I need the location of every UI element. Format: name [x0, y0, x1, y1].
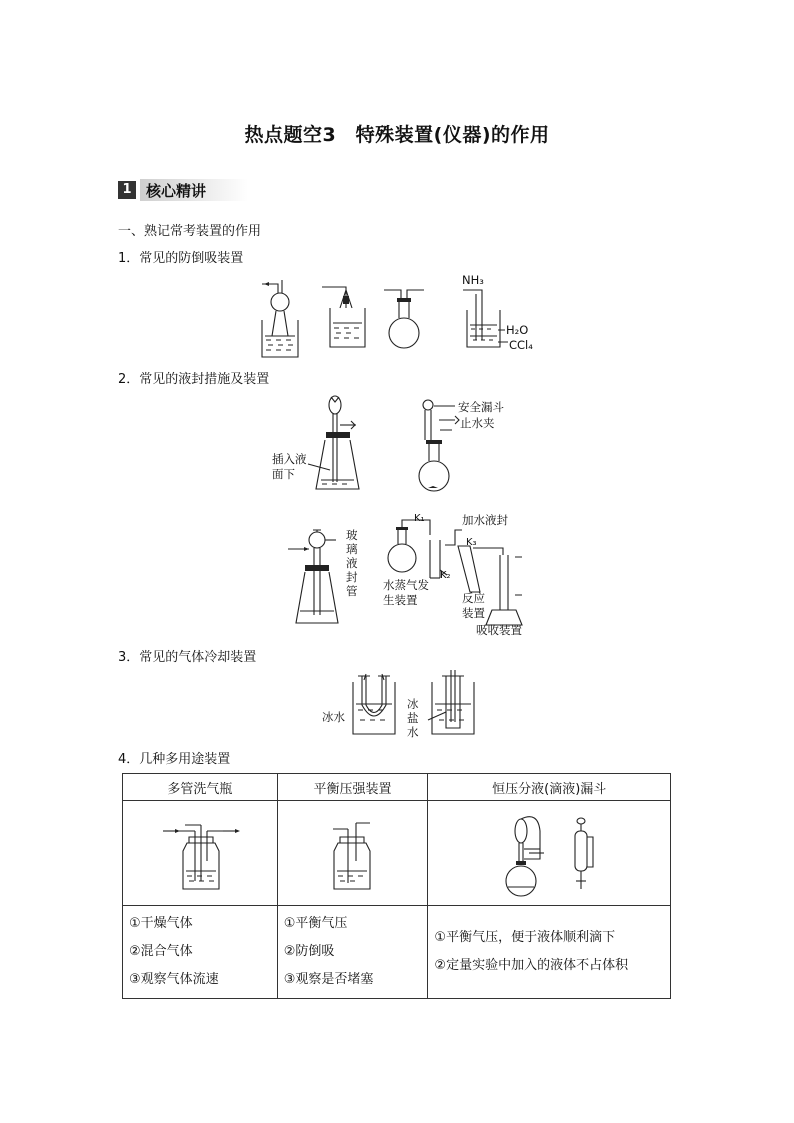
list-item: ①平衡气压，便于液体顺利滴下 [434, 930, 616, 945]
u-tube-ice-water-diagram [353, 674, 395, 734]
col1-uses [123, 906, 278, 999]
list-item: ①干燥气体 [129, 916, 193, 931]
label-safety-funnel: 安全漏斗 [458, 400, 504, 414]
label-h2o: H₂O [506, 323, 529, 337]
glass-seal-tube-diagram [288, 530, 338, 623]
label-glass-3: 液 [346, 556, 358, 570]
label-insert-1: 插入液 [272, 452, 307, 466]
pressure-balance-diagram [278, 801, 429, 905]
page-title: 热点题空3 特殊装置(仪器)的作用 [244, 124, 550, 146]
label-nh3: NH₃ [462, 273, 484, 287]
table-header-row [123, 774, 671, 801]
label-steam-2: 生装置 [383, 593, 418, 607]
label-react-2: 装置 [462, 606, 485, 620]
part-heading: 一、熟记常考装置的作用 [118, 224, 262, 239]
label-ice-water: 冰水 [322, 710, 345, 724]
list-item: ③观察是否堵塞 [283, 972, 374, 987]
label-glass-4: 封 [346, 570, 358, 584]
constant-pressure-funnel-diagram [428, 801, 671, 905]
item3-heading: 3．常见的气体冷却装置 [118, 650, 257, 665]
col2-uses [277, 906, 428, 999]
multi-tube-bottle-cell [123, 801, 278, 906]
label-absorb: 吸收装置 [476, 623, 522, 637]
label-glass-1: 玻 [346, 528, 358, 542]
label-steam-1: 水蒸气发 [383, 578, 429, 592]
tube-ice-salt-diagram [428, 670, 474, 734]
multi-tube-bottle-diagram [123, 801, 278, 905]
label-k2: K₂ [440, 570, 451, 581]
col3-uses [428, 906, 671, 999]
table-picture-row [123, 801, 671, 906]
label-react-1: 反应 [462, 591, 485, 605]
constant-pressure-funnel-cell [428, 801, 671, 906]
ccl4-beaker-diagram [463, 290, 508, 347]
label-insert-2: 面下 [272, 467, 295, 481]
label-ccl4: CCl₄ [509, 338, 533, 352]
label-glass-2: 璃 [346, 542, 358, 556]
label-ice-salt-2: 盐 [407, 711, 419, 725]
section-badge: 1 [118, 181, 136, 199]
list-item: ②防倒吸 [283, 944, 335, 959]
safety-funnel-diagram [419, 400, 459, 491]
table-header: 平衡压强装置 [277, 774, 428, 801]
list-item: ②混合气体 [129, 944, 193, 959]
label-glass-5: 管 [346, 584, 358, 598]
item4-heading: 4．几种多用途装置 [118, 752, 231, 767]
table-header: 多管洗气瓶 [123, 774, 278, 801]
label-k3: K₃ [466, 537, 477, 548]
beaker-inverted-funnel-diagram [262, 280, 298, 357]
pressure-balance-cell [277, 801, 428, 906]
table-text-row [123, 906, 671, 999]
label-ice-salt-3: 水 [407, 725, 419, 739]
flask-funnel-seal-diagram [308, 396, 359, 489]
steam-generator-diagram [388, 520, 522, 625]
flask-diagram [384, 290, 424, 348]
list-item: ③观察气体流速 [129, 972, 219, 987]
label-clamp: 止水夹 [460, 416, 495, 430]
beaker-tube-diagram [322, 287, 365, 347]
table-header: 恒压分液(滴液)漏斗 [428, 774, 671, 801]
multi-use-apparatus-table [122, 773, 671, 999]
section-label: 核心精讲 [146, 182, 207, 200]
item1-heading: 1．常见的防倒吸装置 [118, 251, 244, 266]
list-item: ②定量实验中加入的液体不占体积 [434, 958, 629, 973]
list-item: ①平衡气压 [283, 916, 348, 931]
label-ice-salt-1: 冰 [407, 697, 419, 711]
label-add-water: 加水液封 [462, 513, 508, 527]
label-k1: K₁ [414, 513, 425, 524]
item2-heading: 2．常见的液封措施及装置 [118, 372, 270, 387]
